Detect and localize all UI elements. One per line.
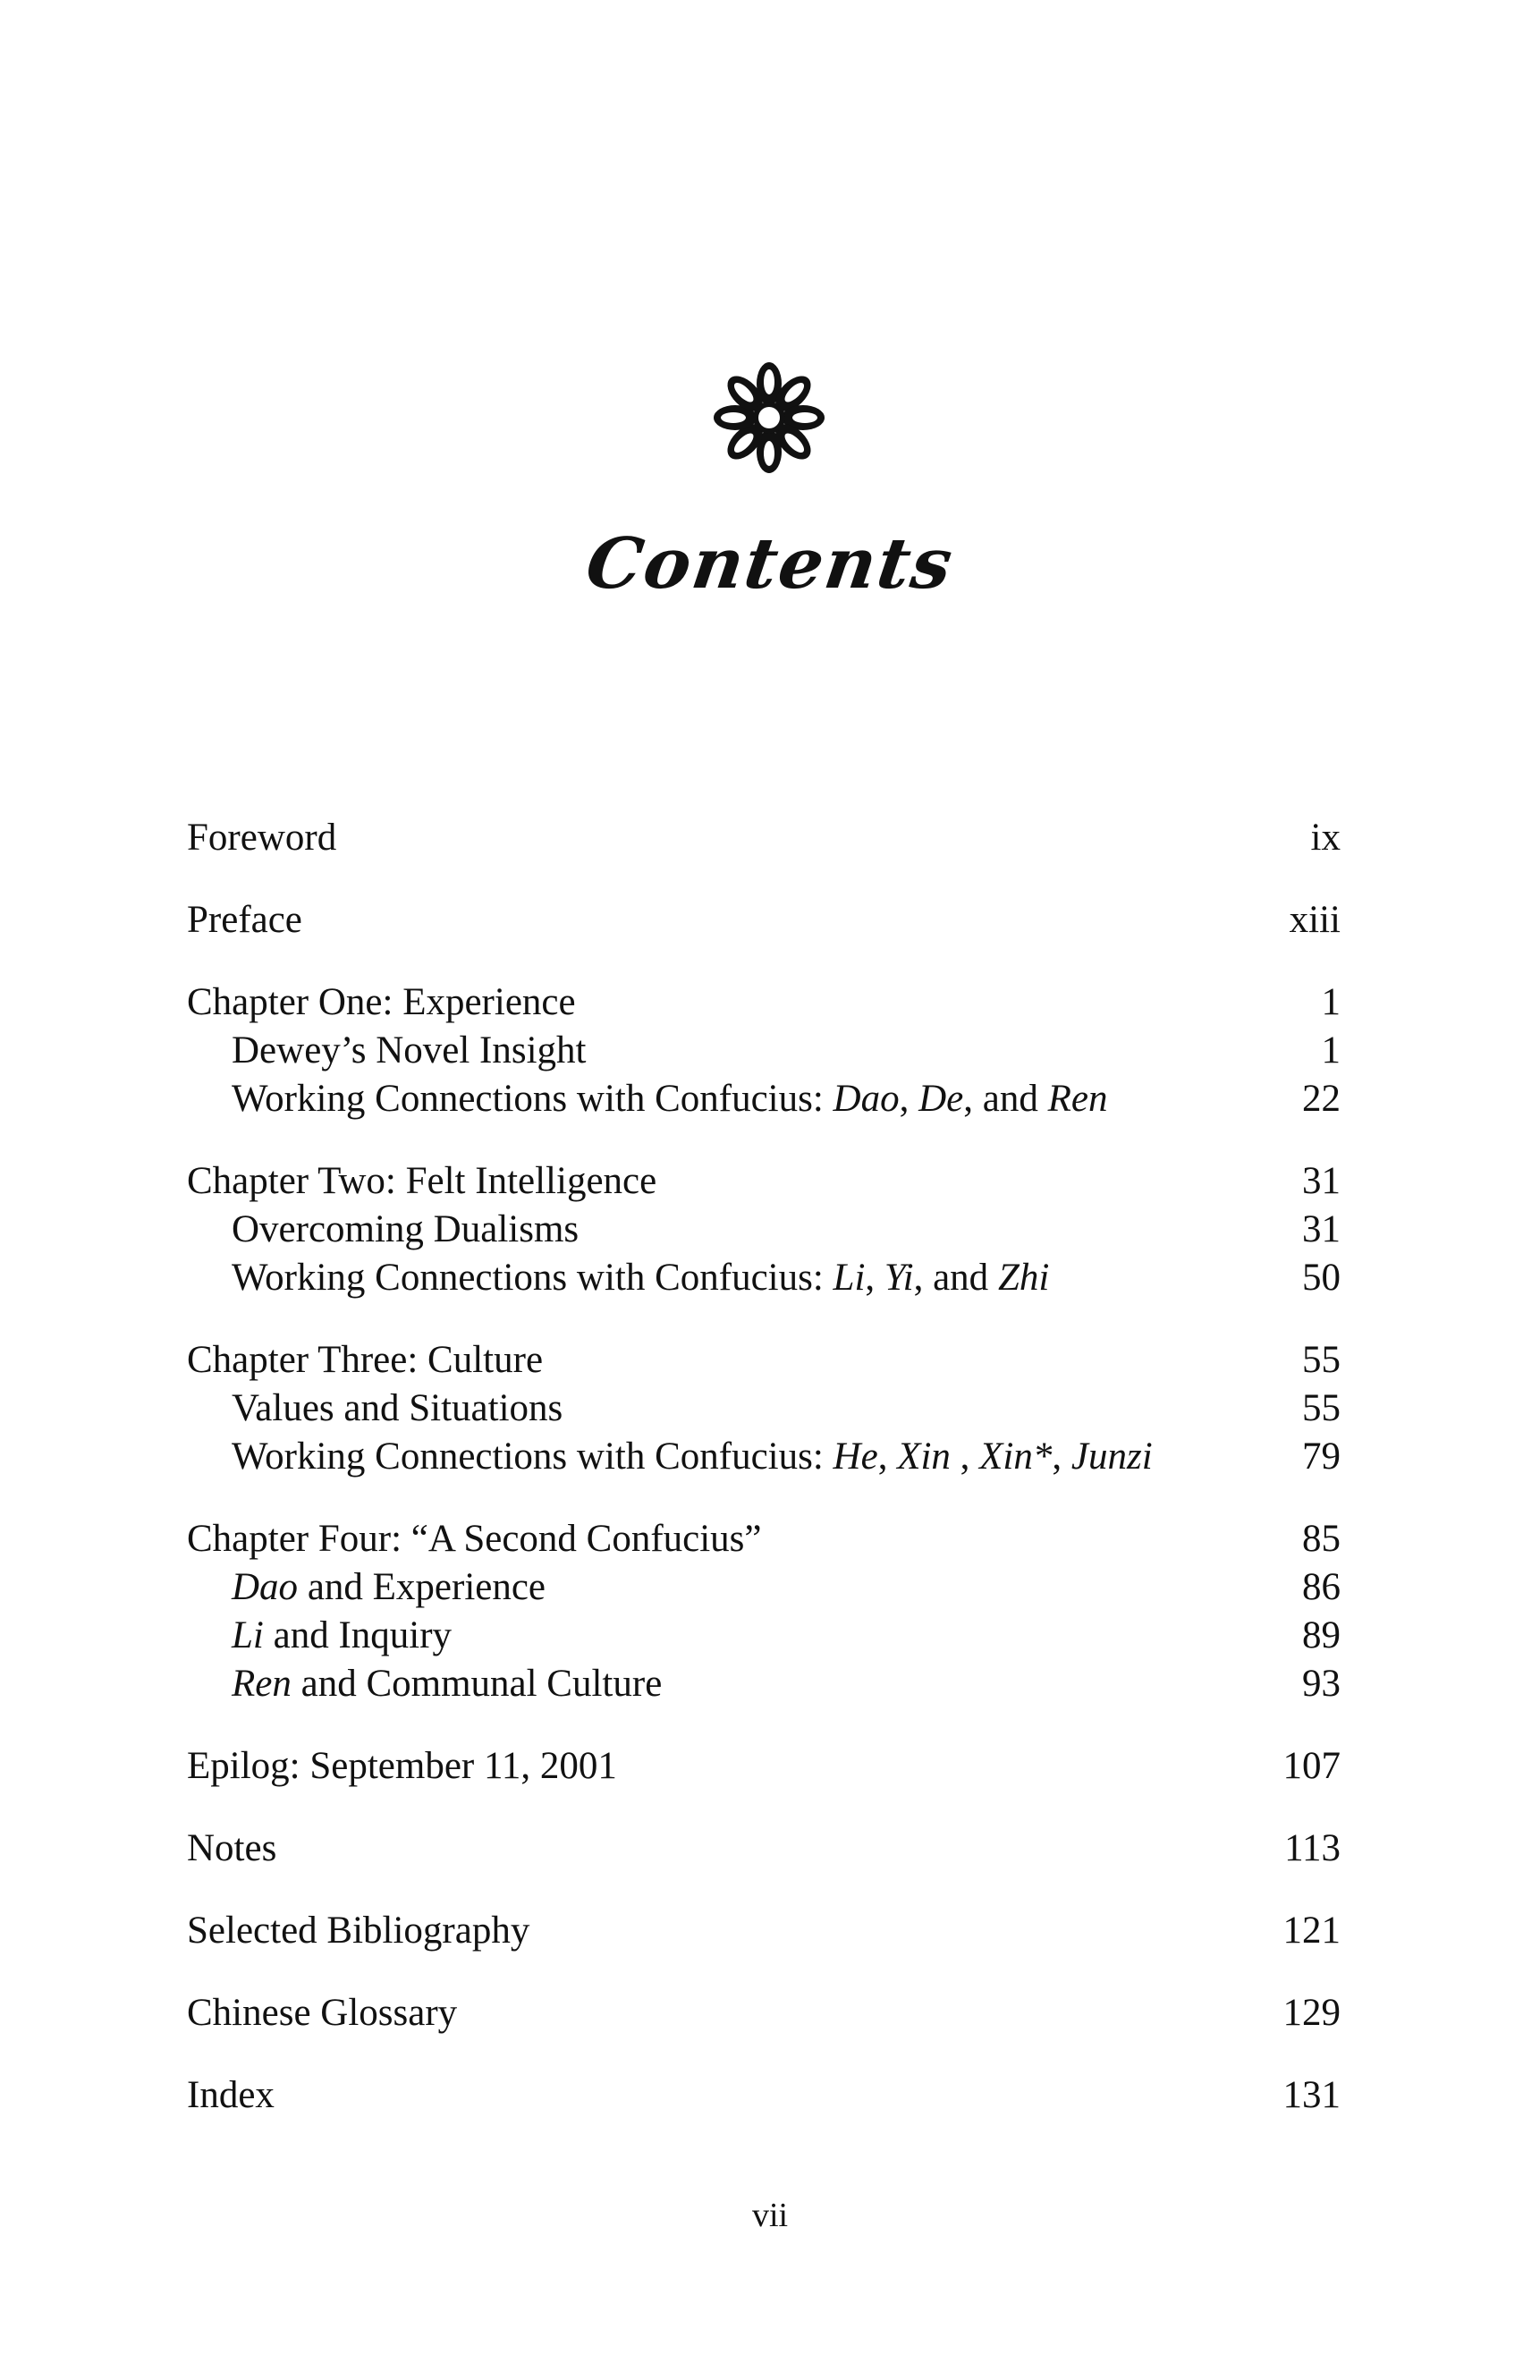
toc-page-number: 89 bbox=[1302, 1614, 1341, 1656]
group-spacer bbox=[187, 1873, 1341, 1907]
chinese-term: Xin* bbox=[979, 1436, 1053, 1478]
toc-page-number: 129 bbox=[1282, 1992, 1341, 2034]
chinese-term: Zhi bbox=[997, 1257, 1050, 1299]
toc-entry[interactable] bbox=[187, 814, 1341, 862]
label-text: , bbox=[865, 1257, 884, 1299]
group-spacer bbox=[187, 2037, 1341, 2071]
chinese-term: De bbox=[918, 1078, 964, 1120]
toc-page-number: 121 bbox=[1282, 1910, 1341, 1952]
group-spacer bbox=[187, 1791, 1341, 1825]
toc-subentry[interactable] bbox=[187, 1612, 1341, 1660]
toc-entry[interactable] bbox=[187, 1157, 1341, 1206]
toc-entry[interactable] bbox=[187, 1336, 1341, 1385]
label-text: , bbox=[899, 1078, 919, 1120]
toc-entry[interactable] bbox=[187, 2071, 1341, 2120]
toc-entry-label bbox=[232, 1563, 546, 1612]
toc-subentry[interactable] bbox=[187, 1385, 1341, 1433]
toc-entry-label: Chinese Glossary bbox=[187, 1992, 458, 2034]
toc-entry-label: Epilog: September 11, 2001 bbox=[187, 1745, 617, 1787]
toc-page-number: 86 bbox=[1302, 1566, 1341, 1608]
label-text: , bbox=[1052, 1436, 1071, 1478]
toc-entry-label bbox=[232, 1254, 1049, 1302]
toc-entry-label: Chapter Two: Felt Intelligence bbox=[187, 1160, 657, 1202]
toc-entry-label: Chapter One: Experience bbox=[187, 981, 576, 1023]
toc-entry-label bbox=[232, 1612, 452, 1660]
chinese-term: Yi bbox=[884, 1257, 914, 1299]
chinese-term: Dao bbox=[833, 1078, 900, 1120]
toc-subentry[interactable] bbox=[187, 1027, 1341, 1075]
toc-page-number: 55 bbox=[1302, 1387, 1341, 1429]
label-text: , bbox=[950, 1436, 980, 1478]
toc-entry[interactable] bbox=[187, 1742, 1341, 1791]
group-spacer bbox=[187, 1302, 1341, 1336]
toc-entry-label bbox=[232, 1433, 1153, 1481]
toc-subentry[interactable] bbox=[187, 1433, 1341, 1481]
toc-subentry[interactable] bbox=[187, 1206, 1341, 1254]
toc-page-number: 93 bbox=[1302, 1663, 1341, 1705]
toc-entry-label: Overcoming Dualisms bbox=[232, 1208, 580, 1250]
table-of-contents bbox=[187, 814, 1341, 2120]
toc-page-number: 55 bbox=[1302, 1339, 1341, 1381]
toc-entry-label bbox=[232, 1075, 1107, 1123]
chinese-term: Junzi bbox=[1070, 1436, 1153, 1478]
toc-page-number: 85 bbox=[1302, 1518, 1341, 1560]
chinese-term: Ren bbox=[1047, 1078, 1108, 1120]
toc-page-number: 31 bbox=[1302, 1160, 1341, 1202]
toc-page-number: 50 bbox=[1302, 1257, 1341, 1299]
toc-subentry[interactable] bbox=[187, 1563, 1341, 1612]
toc-page-number: xiii bbox=[1289, 899, 1341, 941]
toc-subentry[interactable] bbox=[187, 1254, 1341, 1302]
label-text: Working Connections with Confucius: bbox=[232, 1257, 833, 1299]
label-text: and Communal Culture bbox=[291, 1663, 663, 1705]
toc-entry-label: Index bbox=[187, 2074, 275, 2116]
toc-page-number: 79 bbox=[1302, 1436, 1341, 1478]
label-text: and Experience bbox=[298, 1566, 546, 1608]
toc-subentry[interactable] bbox=[187, 1660, 1341, 1708]
label-text: , bbox=[877, 1436, 898, 1478]
flower-ornament-icon bbox=[711, 360, 827, 476]
group-spacer bbox=[187, 862, 1341, 896]
toc-entry-label bbox=[232, 1660, 662, 1708]
toc-page-number: 131 bbox=[1282, 2074, 1341, 2116]
page-number: vii bbox=[751, 2197, 789, 2234]
group-spacer bbox=[187, 944, 1341, 978]
toc-entry[interactable] bbox=[187, 896, 1341, 944]
chinese-term: Xin bbox=[897, 1436, 951, 1478]
toc-entry[interactable] bbox=[187, 1825, 1341, 1873]
toc-page-number: 22 bbox=[1302, 1078, 1341, 1120]
label-text: Working Connections with Confucius: bbox=[232, 1436, 833, 1478]
toc-page-number: 107 bbox=[1282, 1745, 1341, 1787]
toc-entry[interactable] bbox=[187, 1907, 1341, 1955]
toc-entry-label: Values and Situations bbox=[232, 1387, 563, 1429]
toc-entry-label: Notes bbox=[187, 1827, 277, 1869]
toc-entry[interactable] bbox=[187, 978, 1341, 1027]
group-spacer bbox=[187, 1123, 1341, 1157]
label-text: Working Connections with Confucius: bbox=[232, 1078, 833, 1120]
page-title: Contents bbox=[581, 523, 959, 605]
chinese-term: Ren bbox=[232, 1663, 292, 1705]
label-text: , and bbox=[963, 1078, 1048, 1120]
chinese-term: Li bbox=[833, 1257, 866, 1299]
toc-entry-label: Selected Bibliography bbox=[187, 1910, 530, 1952]
toc-entry-label: Foreword bbox=[187, 817, 337, 859]
toc-entry-label: Chapter Three: Culture bbox=[187, 1339, 544, 1381]
label-text: , and bbox=[913, 1257, 998, 1299]
toc-page-number: ix bbox=[1310, 817, 1341, 859]
chinese-term: He bbox=[833, 1436, 878, 1478]
toc-page-number: 1 bbox=[1321, 981, 1341, 1023]
chinese-term: Li bbox=[232, 1614, 264, 1656]
toc-entry-label: Chapter Four: “A Second Confucius” bbox=[187, 1518, 762, 1560]
toc-page-number: 31 bbox=[1302, 1208, 1341, 1250]
toc-page-number: 1 bbox=[1321, 1029, 1341, 1071]
toc-entry-label: Dewey’s Novel Insight bbox=[232, 1029, 587, 1071]
group-spacer bbox=[187, 1708, 1341, 1742]
toc-entry[interactable] bbox=[187, 1515, 1341, 1563]
toc-subentry[interactable] bbox=[187, 1075, 1341, 1123]
toc-entry-label: Preface bbox=[187, 899, 302, 941]
group-spacer bbox=[187, 1955, 1341, 1989]
label-text: and Inquiry bbox=[263, 1614, 453, 1656]
toc-entry[interactable] bbox=[187, 1989, 1341, 2037]
chinese-term: Dao bbox=[232, 1566, 299, 1608]
toc-page-number: 113 bbox=[1284, 1827, 1341, 1869]
group-spacer bbox=[187, 1481, 1341, 1515]
